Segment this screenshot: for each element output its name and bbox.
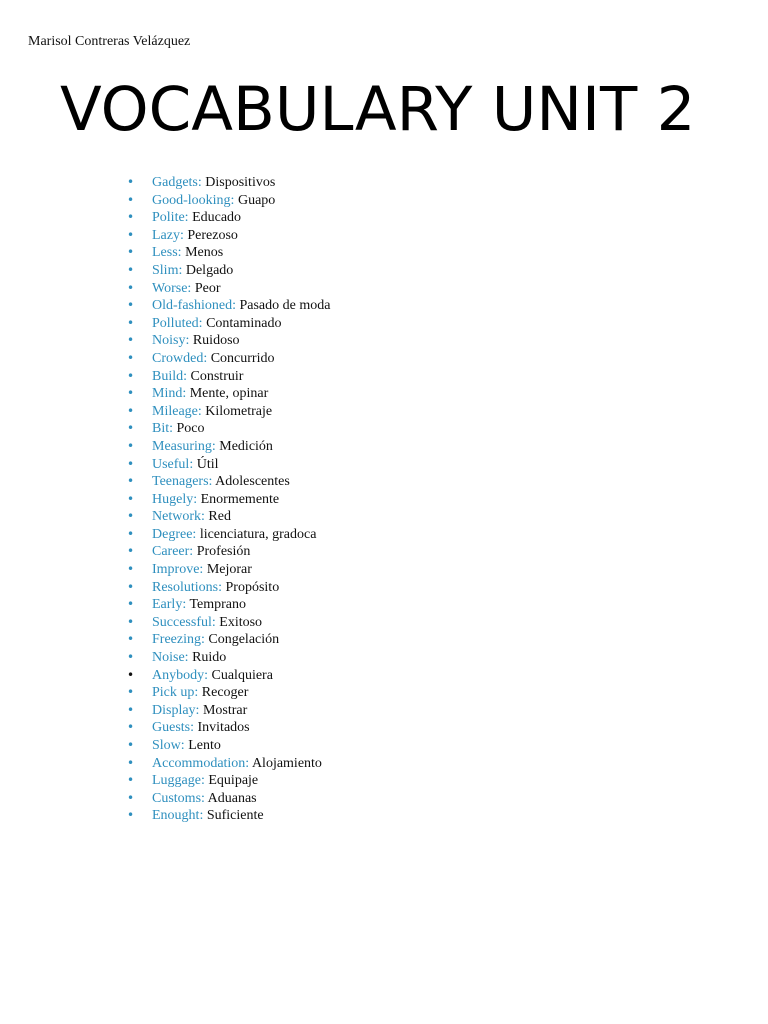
vocab-term: Slim:	[152, 262, 183, 278]
vocab-entry	[152, 526, 316, 544]
vocab-translation: Red	[208, 509, 231, 525]
bullet-icon: •	[127, 245, 135, 260]
vocab-translation: Dispositivos	[205, 175, 276, 190]
bullet-icon: •	[127, 755, 135, 770]
bullet-icon: •	[127, 421, 135, 436]
vocab-entry	[152, 332, 240, 350]
vocab-entry	[152, 244, 223, 262]
vocab-entry	[152, 297, 330, 315]
bullet-icon: •	[127, 597, 135, 612]
page-title: VOCABULARY UNIT 2	[60, 74, 696, 145]
vocab-translation: Mente, opinar	[189, 386, 269, 402]
vocab-entry	[152, 280, 220, 298]
vocab-term: Measuring:	[152, 438, 216, 454]
bullet-icon: •	[127, 491, 135, 506]
bullet-icon: •	[127, 368, 135, 383]
vocab-translation: Concurrido	[210, 350, 275, 366]
bullet-icon: •	[127, 262, 135, 277]
vocab-entry	[152, 737, 221, 755]
vocab-term: Improve:	[152, 562, 204, 578]
vocab-translation: Medición	[219, 438, 273, 454]
vocab-term: Anybody:	[152, 667, 208, 683]
vocab-translation: Guapo	[237, 192, 276, 208]
vocab-translation: Invitados	[197, 720, 250, 736]
vocab-translation: Mejorar	[206, 562, 252, 578]
vocab-entry	[152, 368, 243, 386]
bullet-icon: •	[127, 614, 135, 629]
vocab-entry	[152, 790, 257, 808]
bullet-icon: •	[127, 685, 135, 700]
bullet-icon: •	[127, 738, 135, 752]
vocab-term: Worse:	[152, 280, 192, 296]
vocab-entry	[152, 631, 279, 649]
vocab-entry	[152, 227, 238, 245]
vocab-term: Crowded:	[152, 350, 208, 366]
vocab-term: Freezing:	[152, 632, 205, 648]
vocab-translation: Suficiente	[206, 808, 264, 824]
vocab-translation: Contaminado	[206, 315, 282, 331]
bullet-icon: •	[127, 562, 135, 577]
bullet-icon: •	[127, 790, 135, 805]
vocab-term: Gadgets:	[152, 175, 202, 190]
vocab-translation: Temprano	[189, 597, 247, 613]
vocab-entry	[152, 491, 279, 509]
vocab-entry	[152, 561, 252, 579]
bullet-icon: •	[127, 544, 135, 559]
vocab-entry	[152, 438, 273, 456]
vocab-term: Good-looking:	[152, 192, 235, 208]
vocab-term: Career:	[152, 544, 194, 560]
vocab-entry	[152, 755, 322, 773]
vocab-term: Pick up:	[152, 685, 199, 701]
bullet-icon: •	[127, 210, 135, 225]
vocab-term: Teenagers:	[152, 474, 213, 490]
bullet-icon: •	[127, 280, 135, 295]
bullet-icon: •	[127, 526, 135, 541]
vocab-entry	[152, 456, 219, 474]
vocab-translation: licenciatura, gradoca	[199, 526, 317, 542]
bullet-icon: •	[127, 315, 135, 330]
bullet-icon: •	[127, 227, 135, 242]
bullet-icon: •	[127, 773, 135, 788]
vocab-translation: Menos	[185, 245, 224, 261]
vocab-term: Resolutions:	[152, 579, 223, 595]
bullet-icon: •	[127, 175, 135, 189]
bullet-icon: •	[127, 350, 135, 365]
vocab-translation: Poco	[176, 421, 205, 437]
vocab-term: Successful:	[152, 614, 216, 630]
vocab-entry	[152, 350, 274, 368]
bullet-icon: •	[127, 386, 135, 401]
vocab-translation: Útil	[196, 456, 219, 472]
vocab-entry	[152, 192, 275, 210]
vocab-entry	[152, 667, 273, 685]
vocab-entry	[152, 420, 205, 438]
vocab-translation: Exitoso	[219, 614, 263, 630]
vocab-term: Guests:	[152, 720, 194, 736]
vocab-term: Old-fashioned:	[152, 298, 236, 314]
vocab-term: Noisy:	[152, 333, 190, 349]
vocab-translation: Congelación	[208, 632, 280, 648]
vocab-entry	[152, 719, 250, 737]
vocab-translation: Alojamiento	[251, 755, 322, 771]
vocab-translation: Ruidoso	[192, 333, 240, 349]
bullet-icon: •	[127, 702, 135, 717]
bullet-icon: •	[127, 438, 135, 453]
bullet-icon: •	[127, 509, 135, 524]
vocab-translation: Aduanas	[207, 790, 257, 806]
vocab-entry	[152, 174, 275, 192]
vocab-term: Display:	[152, 702, 200, 718]
bullet-icon: •	[127, 632, 135, 647]
vocab-term: Bit:	[152, 421, 174, 437]
bullet-icon: •	[127, 808, 135, 823]
vocab-term: Mileage:	[152, 403, 202, 419]
vocab-entry	[152, 315, 282, 333]
vocab-term: Polluted:	[152, 315, 203, 331]
vocab-term: Lazy:	[152, 227, 184, 243]
vocab-entry	[152, 209, 241, 227]
vocab-term: Noise:	[152, 650, 189, 666]
vocab-entry	[152, 649, 226, 667]
vocab-term: Useful:	[152, 456, 194, 472]
vocab-translation: Construir	[190, 368, 244, 384]
vocab-term: Early:	[152, 597, 187, 613]
bullet-icon: •	[127, 298, 135, 313]
vocab-entry	[152, 473, 290, 491]
bullet-icon: •	[127, 579, 135, 594]
vocab-term: Mind:	[152, 386, 187, 402]
bullet-icon: •	[127, 667, 135, 682]
vocab-entry	[152, 702, 247, 720]
bullet-icon: •	[127, 456, 135, 471]
vocab-entry	[152, 596, 246, 614]
vocab-translation: Educado	[192, 210, 242, 226]
vocab-entry	[152, 385, 268, 403]
vocab-term: Luggage:	[152, 773, 205, 789]
vocab-term: Less:	[152, 245, 182, 261]
vocab-translation: Adolescentes	[215, 474, 290, 490]
vocab-entry	[152, 403, 272, 421]
vocab-translation: Perezoso	[187, 227, 238, 243]
vocab-entry	[152, 772, 258, 790]
vocab-entry	[152, 614, 262, 632]
vocab-translation: Ruido	[192, 650, 227, 666]
vocab-translation: Propósito	[225, 579, 280, 595]
vocab-entry	[152, 543, 250, 561]
vocab-translation: Recoger	[201, 685, 249, 701]
vocab-translation: Cualquiera	[211, 667, 273, 683]
vocab-entry	[152, 262, 233, 280]
bullet-icon: •	[127, 192, 135, 207]
vocab-term: Hugely:	[152, 491, 198, 507]
vocab-entry	[152, 579, 279, 597]
author-name: Marisol Contreras Velázquez	[28, 34, 191, 49]
vocab-term: Customs:	[152, 790, 205, 806]
vocab-entry	[152, 508, 231, 526]
vocab-translation: Pasado de moda	[239, 298, 331, 314]
bullet-icon: •	[127, 333, 135, 348]
vocab-term: Degree:	[152, 526, 197, 542]
vocab-term: Accommodation:	[152, 755, 250, 771]
vocab-term: Build:	[152, 368, 188, 384]
vocab-translation: Peor	[194, 280, 221, 296]
vocab-translation: Mostrar	[202, 702, 248, 718]
vocab-translation: Enormemente	[200, 491, 280, 507]
vocab-translation: Equipaje	[208, 773, 259, 789]
bullet-icon: •	[127, 474, 135, 489]
vocab-translation: Kilometraje	[205, 403, 273, 419]
bullet-icon: •	[127, 720, 135, 735]
vocab-translation: Lento	[188, 738, 221, 753]
vocab-translation: Profesión	[196, 544, 251, 560]
vocab-term: Polite:	[152, 210, 189, 226]
vocab-translation: Delgado	[185, 262, 234, 278]
vocab-term: Enought:	[152, 808, 204, 824]
vocab-term: Network:	[152, 509, 205, 525]
vocab-term: Slow:	[152, 738, 185, 753]
bullet-icon: •	[127, 650, 135, 665]
vocab-entry	[152, 807, 264, 825]
vocab-entry	[152, 684, 248, 702]
bullet-icon: •	[127, 403, 135, 418]
